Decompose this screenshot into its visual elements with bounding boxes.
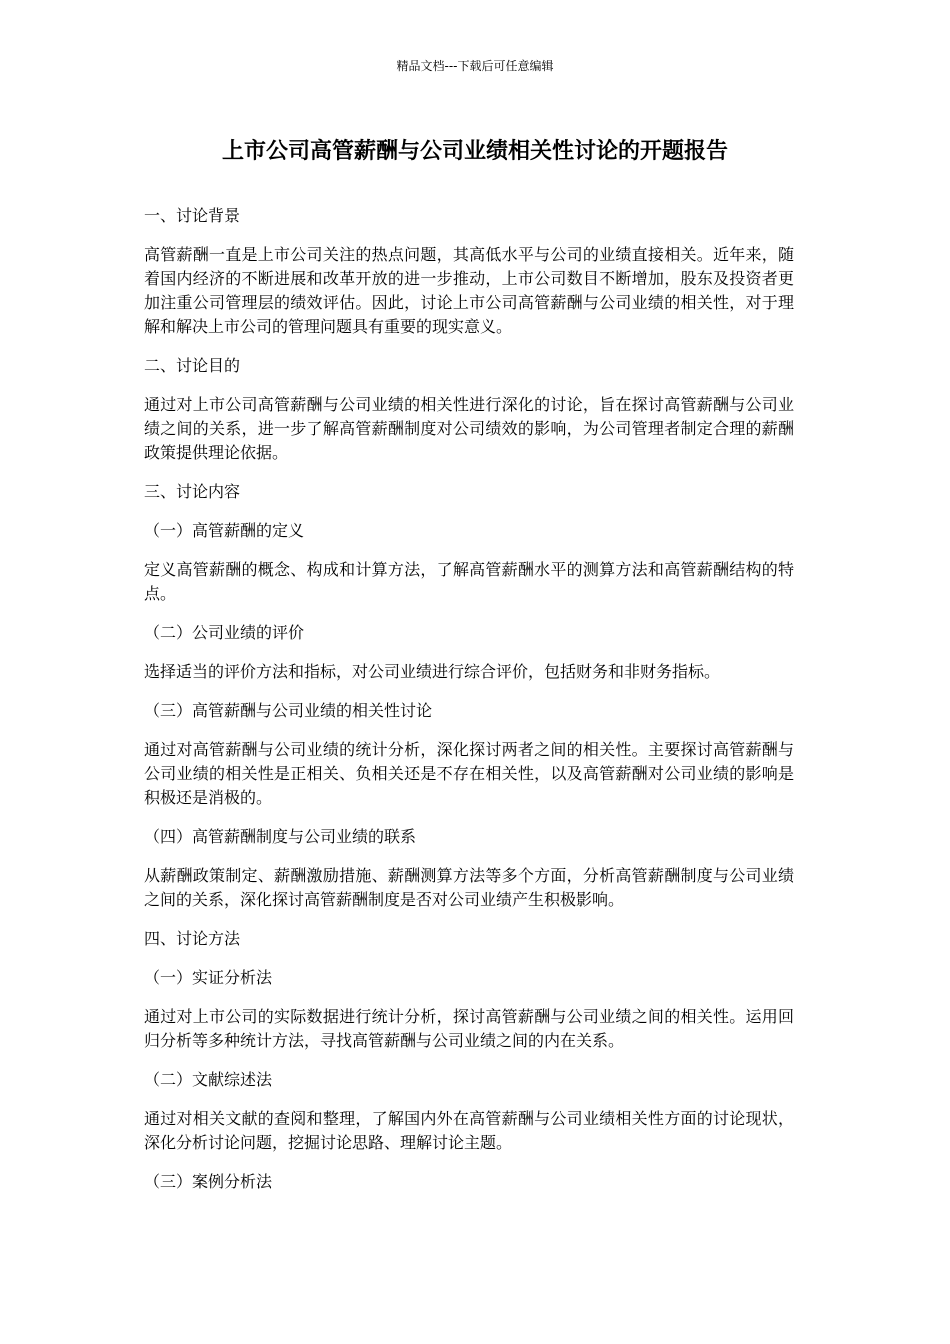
subheading-definition: （一）高管薪酬的定义 [144, 521, 305, 540]
paragraph-empirical: 通过对上市公司的实际数据进行统计分析，探讨高管薪酬与公司业绩之间的相关性。运用回归分析等多种统计方法，寻找高管薪酬与公司业绩之间的内在关系。 [144, 1007, 794, 1050]
paragraph-literature: 通过对相关文献的查阅和整理，了解国内外在高管薪酬与公司业绩相关性方面的讨论现状，深化分析讨论问题，挖掘讨论思路、理解讨论主题。 [144, 1109, 794, 1152]
subheading-correlation: （三）高管薪酬与公司业绩的相关性讨论 [144, 701, 433, 720]
paragraph-system: 从薪酬政策制定、薪酬激励措施、薪酬测算方法等多个方面，分析高管薪酬制度与公司业绩之间的关系，深化探讨高管薪酬制度是否对公司业绩产生积极影响。 [144, 866, 794, 909]
paragraph-background: 高管薪酬一直是上市公司关注的热点问题，其高低水平与公司的业绩直接相关。近年来，随着国内经济的不断进展和改革开放的进一步推动，上市公司数目不断增加，股东及投资者更加注重公司管理层的绩效评估。因此，讨论上市公司高管薪酬与公司业绩的相关性，对于理解和解决上市公司的管理问题具有重要的现实意义。 [144, 245, 794, 336]
section-heading-methods: 四、讨论方法 [144, 929, 241, 948]
paragraph-correlation: 通过对高管薪酬与公司业绩的统计分析，深化探讨两者之间的相关性。主要探讨高管薪酬与公司业绩的相关性是正相关、负相关还是不存在相关性，以及高管薪酬对公司业绩的影响是积极还是消极的。 [144, 740, 794, 807]
paragraph-definition: 定义高管薪酬的概念、构成和计算方法，了解高管薪酬水平的测算方法和高管薪酬结构的特点。 [144, 560, 794, 603]
document-title: 上市公司高管薪酬与公司业绩相关性讨论的开题报告 [221, 139, 728, 164]
subheading-system: （四）高管薪酬制度与公司业绩的联系 [144, 827, 417, 846]
section-heading-content: 三、讨论内容 [144, 482, 241, 501]
subheading-literature: （二）文献综述法 [144, 1070, 273, 1089]
document-body [144, 204, 794, 1209]
section-heading-background: 一、讨论背景 [144, 206, 241, 225]
subheading-evaluation: （二）公司业绩的评价 [144, 623, 305, 642]
subheading-case: （三）案例分析法 [144, 1172, 273, 1191]
paragraph-purpose: 通过对上市公司高管薪酬与公司业绩的相关性进行深化的讨论，旨在探讨高管薪酬与公司业绩之间的关系，进一步了解高管薪酬制度对公司绩效的影响，为公司管理者制定合理的薪酬政策提供理论依据。 [144, 395, 794, 462]
paragraph-evaluation: 选择适当的评价方法和指标，对公司业绩进行综合评价，包括财务和非财务指标。 [144, 662, 721, 681]
subheading-empirical: （一）实证分析法 [144, 968, 273, 987]
header-note: 精品文档---下载后可任意编辑 [396, 59, 554, 73]
section-heading-purpose: 二、讨论目的 [144, 356, 241, 375]
